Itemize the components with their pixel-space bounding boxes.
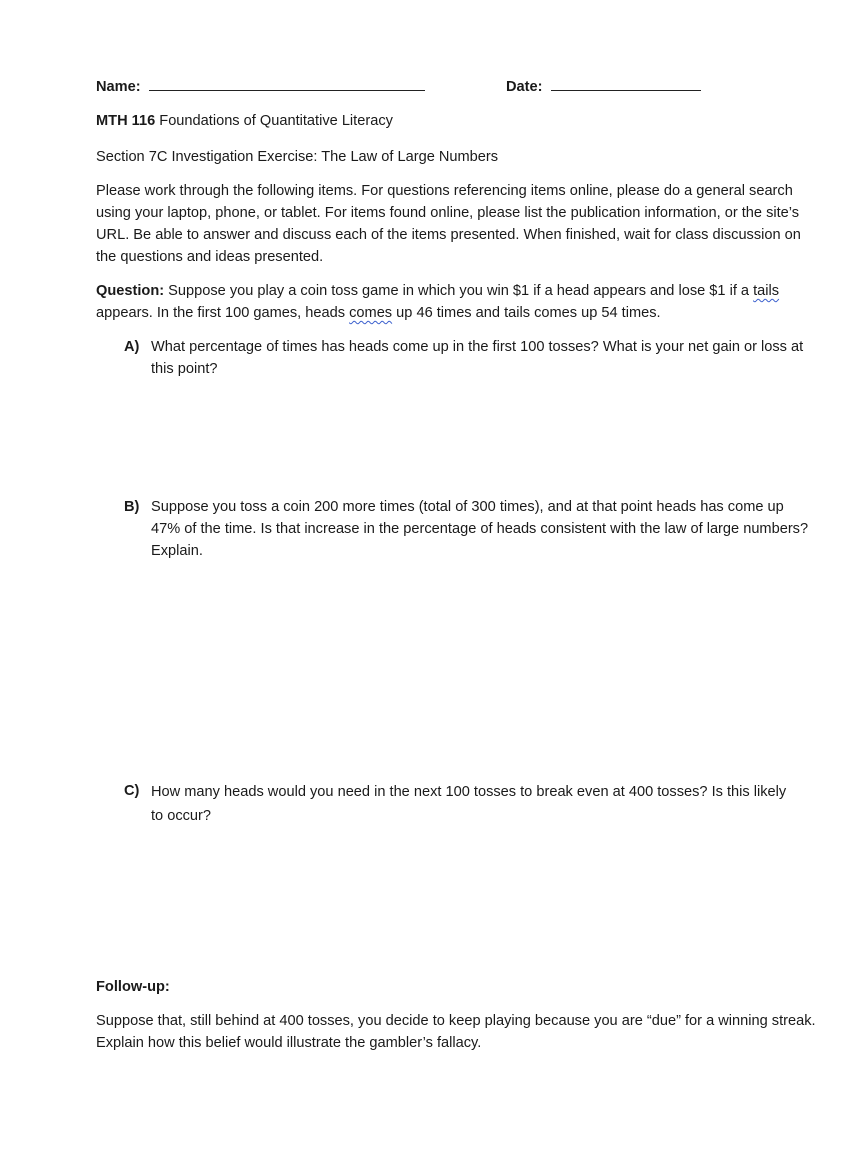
section-title: Section 7C Investigation Exercise: The Law of Large Numbers bbox=[96, 149, 499, 165]
name-blank[interactable] bbox=[149, 76, 425, 91]
course-code: MTH 116 bbox=[96, 113, 156, 129]
item-a-label: A) bbox=[124, 339, 140, 355]
date-field-row bbox=[506, 76, 701, 98]
item-a-text: What percentage of times has heads come up in the first 100 tosses? What is your net gain or loss at this point? bbox=[151, 339, 804, 377]
item-c-text: How many heads would you need in the next 100 tosses to break even at 400 tosses? Is this likely to occur? bbox=[151, 784, 787, 824]
question-text-a: Suppose you play a coin toss game in which you win $1 if a head appears and lose $1 if a bbox=[164, 283, 754, 299]
intro-paragraph: Please work through the following items. For questions referencing items online, please do a general search using your laptop, phone, or tablet. For items found online, please list the publication information, or the site’s URL. Be able to answer and discuss each of the items presented. When finished, wait for class discussion on the questions and ideas presented. bbox=[96, 183, 801, 265]
question-text-b: appears. In the first 100 games, heads bbox=[96, 305, 350, 321]
spelling-flag-comes[interactable]: comes bbox=[349, 305, 393, 321]
item-b-label: B) bbox=[124, 499, 140, 515]
course-title bbox=[96, 110, 393, 132]
followup-label: Follow-up: bbox=[96, 979, 170, 995]
question-label: Question: bbox=[96, 283, 165, 299]
date-blank[interactable] bbox=[551, 76, 701, 91]
followup-text: Suppose that, still behind at 400 tosses, you decide to keep playing because you are “due” for a winning streak. Explain how this belief would illustrate the gambler’s fallacy. bbox=[96, 1013, 816, 1051]
item-c-label: C) bbox=[124, 783, 140, 799]
name-field-row bbox=[96, 76, 425, 98]
course-name: Foundations of Quantitative Literacy bbox=[159, 113, 393, 129]
spelling-flag-tails[interactable]: tails bbox=[753, 283, 780, 299]
question-text-c: up 46 times and tails comes up 54 times. bbox=[392, 305, 661, 321]
question-paragraph bbox=[96, 280, 812, 324]
name-label: Name: bbox=[96, 79, 141, 95]
item-b-text: Suppose you toss a coin 200 more times (total of 300 times), and at that point heads has come up 47% of the time. Is that increase in the percentage of heads consistent with the law of large numbers? Explain. bbox=[151, 499, 809, 559]
date-label: Date: bbox=[506, 79, 543, 95]
